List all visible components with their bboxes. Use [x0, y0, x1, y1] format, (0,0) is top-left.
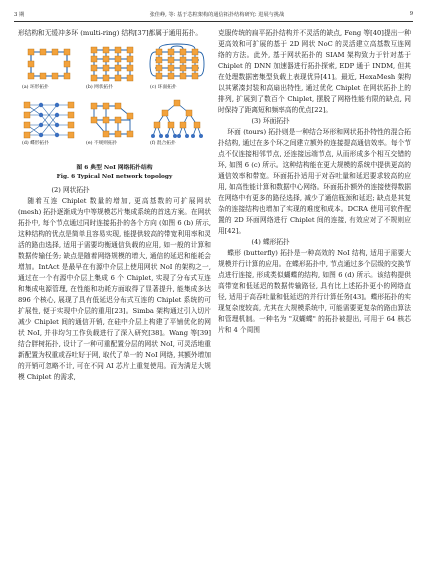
right-column: [218, 28, 411, 336]
paragraph-mesh-continued: 克服传统的扁平拓扑结构并不灵活的缺点, Feng 等[40]提出一种更高效和可扩展的基于 2D 网状 NoC 的灵活建立高基数互连网络的方法。此外, 基于网状拓扑的 SIAM 架构致力于针对基于 Chiplet 的 DNN 加速器进行拓扑探索, EDP 通于 INDM, 但其在处理数据密集型负载上表现优异[41]。最近, HexaMesh 架构以其紧凑封装和高扇出特性, 通过优化 Chiplet 在网状拓扑上的排列, 扩展到了数百个 Chiplet, 摆脱了网格性能有限的缺点, 同时保持了距离短和频率高的优点[22]。: [218, 29, 411, 114]
paragraph-butterfly: 蝶形 (butterfly) 拓扑是一种高效的 NoI 结构, 适用于需要大规模并行计算的应用。在蝶形拓扑中, 节点通过多个层级的交换节点进行连接, 形成类似蝴蝶的结构, 如图 6 (d) 所示。该结构提供高带宽和低延迟的数据传输路径, 具有比上述拓扑更小的网络直径, 适用于高吞吐量和低延迟的并行计算任务[43]。蝶形拓扑的实现复杂度较高, 尤其在大规模系统中, 可能需要更复杂的路由算法和管理机制。一种名为 "双蝴蝶" 的拓扑被提出, 可用于 64 核芯片和 4 个周围: [218, 249, 411, 334]
mesh-topology-diagram: [85, 43, 141, 85]
ring-topology-diagram: [21, 43, 77, 85]
caption-mesh: (b) 网状拓扑: [86, 85, 113, 90]
caption-ring: (a) 环形拓扑: [22, 85, 49, 90]
header-issue: 3 期: [14, 11, 25, 18]
panel-hybrid: [148, 99, 206, 147]
section-heading-torus: (3) 环面拓扑: [251, 117, 290, 125]
header-page-number: 9: [409, 11, 413, 17]
irregular-topology-diagram: [85, 99, 141, 141]
figure-caption-zh: 图 6 典型 NoI 网络拓扑结构: [76, 165, 153, 171]
paragraph-intro: 形结构和无缓冲多环 (multi-ring) 结构[37]都属于通用拓扑。: [18, 29, 203, 37]
panel-torus: [148, 43, 206, 91]
paragraph-torus: 环面 (tours) 拓扑则是一种结合环形和网状拓扑特性的混合拓扑结构, 通过在多个环之间建立额外的连接提高通信效率。每个节点不仅连接相邻节点, 还连接远端节点, 从而形成多个相互交错的环, 如图 6 (c) 所示。这种结构能在更大规模的系统中提供更高的通信效率和带宽。环面拓扑适用于对吞吐量和延迟要求较高的应用, 如高性能计算和数据中心网络。环面拓扑额外的连接使得数据在网络中有更多的路径选择, 减少了通信瓶颈和延迟; 缺点是其复杂的连接结构也增加了实现的难度和成本。DCRA 使用可软件配置的 2D 环面网络进行 Chiplet 间的连接, 有效应对了不规则应用[42]。: [218, 128, 411, 235]
section-heading-mesh: (2) 网状拓扑: [51, 186, 90, 194]
section-heading-butterfly: (4) 蝶形拓扑: [251, 238, 290, 246]
figure-caption-en: Fig. 6 Typical NoI network topology: [56, 174, 173, 180]
header-rule: [14, 21, 413, 22]
hybrid-topology-diagram: [149, 99, 205, 141]
torus-topology-diagram: [149, 43, 205, 85]
caption-torus: (c) 环面拓扑: [150, 85, 177, 90]
caption-hybrid: (f) 混合拓扑: [150, 141, 176, 146]
panel-irregular: [84, 99, 142, 147]
caption-irregular: (e) 不规则拓扑: [86, 141, 118, 146]
header-running-title: 张佳峥, 等: 基于芯粒架构的通信拓扑结构研究: 进展与挑战: [149, 11, 285, 18]
butterfly-topology-diagram: [21, 99, 77, 141]
paragraph-mesh: 随着互连 Chiplet 数量的增加, 更高基数的可扩展网状 (mesh) 拓扑逐渐成为中等规模芯片集成系统的首选方案。在网状拓扑中, 每个节点通过同时连接拓扑的各个方向 (如图 6 (b) 所示, 这种结构的优点是简单且容易实现, 能提供较高的带宽利用率和灵活的路由选择, 适用于需要均衡通信负载的应用, 如一般的计算和数据传输任务; 缺点是随着网络规模的增大, 通信的延迟和能耗会增加。IntAct 是最早在有源中介层上使用网状 NoI 的架构之一, 通过在一个有源中介层上集成 6 个 Chiplet, 实现了分布式互连和集成电源管理, 在性能和功耗方面取得了显著提升, 能集成多达 896 个核心, 展现了具有低延迟分布式互连的 Chiplet 系统的可扩展性, 便于实现中介层的重用[23]。Simba 架构通过引入切片减少 Chiplet 间的通信开销, 在硅中介层上构建了平铺优化的网状 NoI, 并非均匀工作负载进行了深入研究[38]。Wang 等[39]结合胖树拓扑, 设计了一种可重配置分层的网状 NoI, 可灵活地重新配置为权重或吞吐好于网, 取代了单一的 NoI 网络, 其额外增加的开销可忽略不计, 可在不同 AI 芯片上重复使用。而为满足大规模 Chiplet 的需求,: [18, 197, 211, 381]
caption-butterfly: (d) 蝶形拓扑: [22, 141, 49, 146]
panel-mesh: [84, 43, 142, 91]
page-header: [14, 9, 413, 19]
figure-6: [18, 41, 211, 161]
panel-butterfly: [20, 99, 78, 147]
panel-ring: [20, 43, 78, 91]
left-column: [18, 28, 211, 383]
